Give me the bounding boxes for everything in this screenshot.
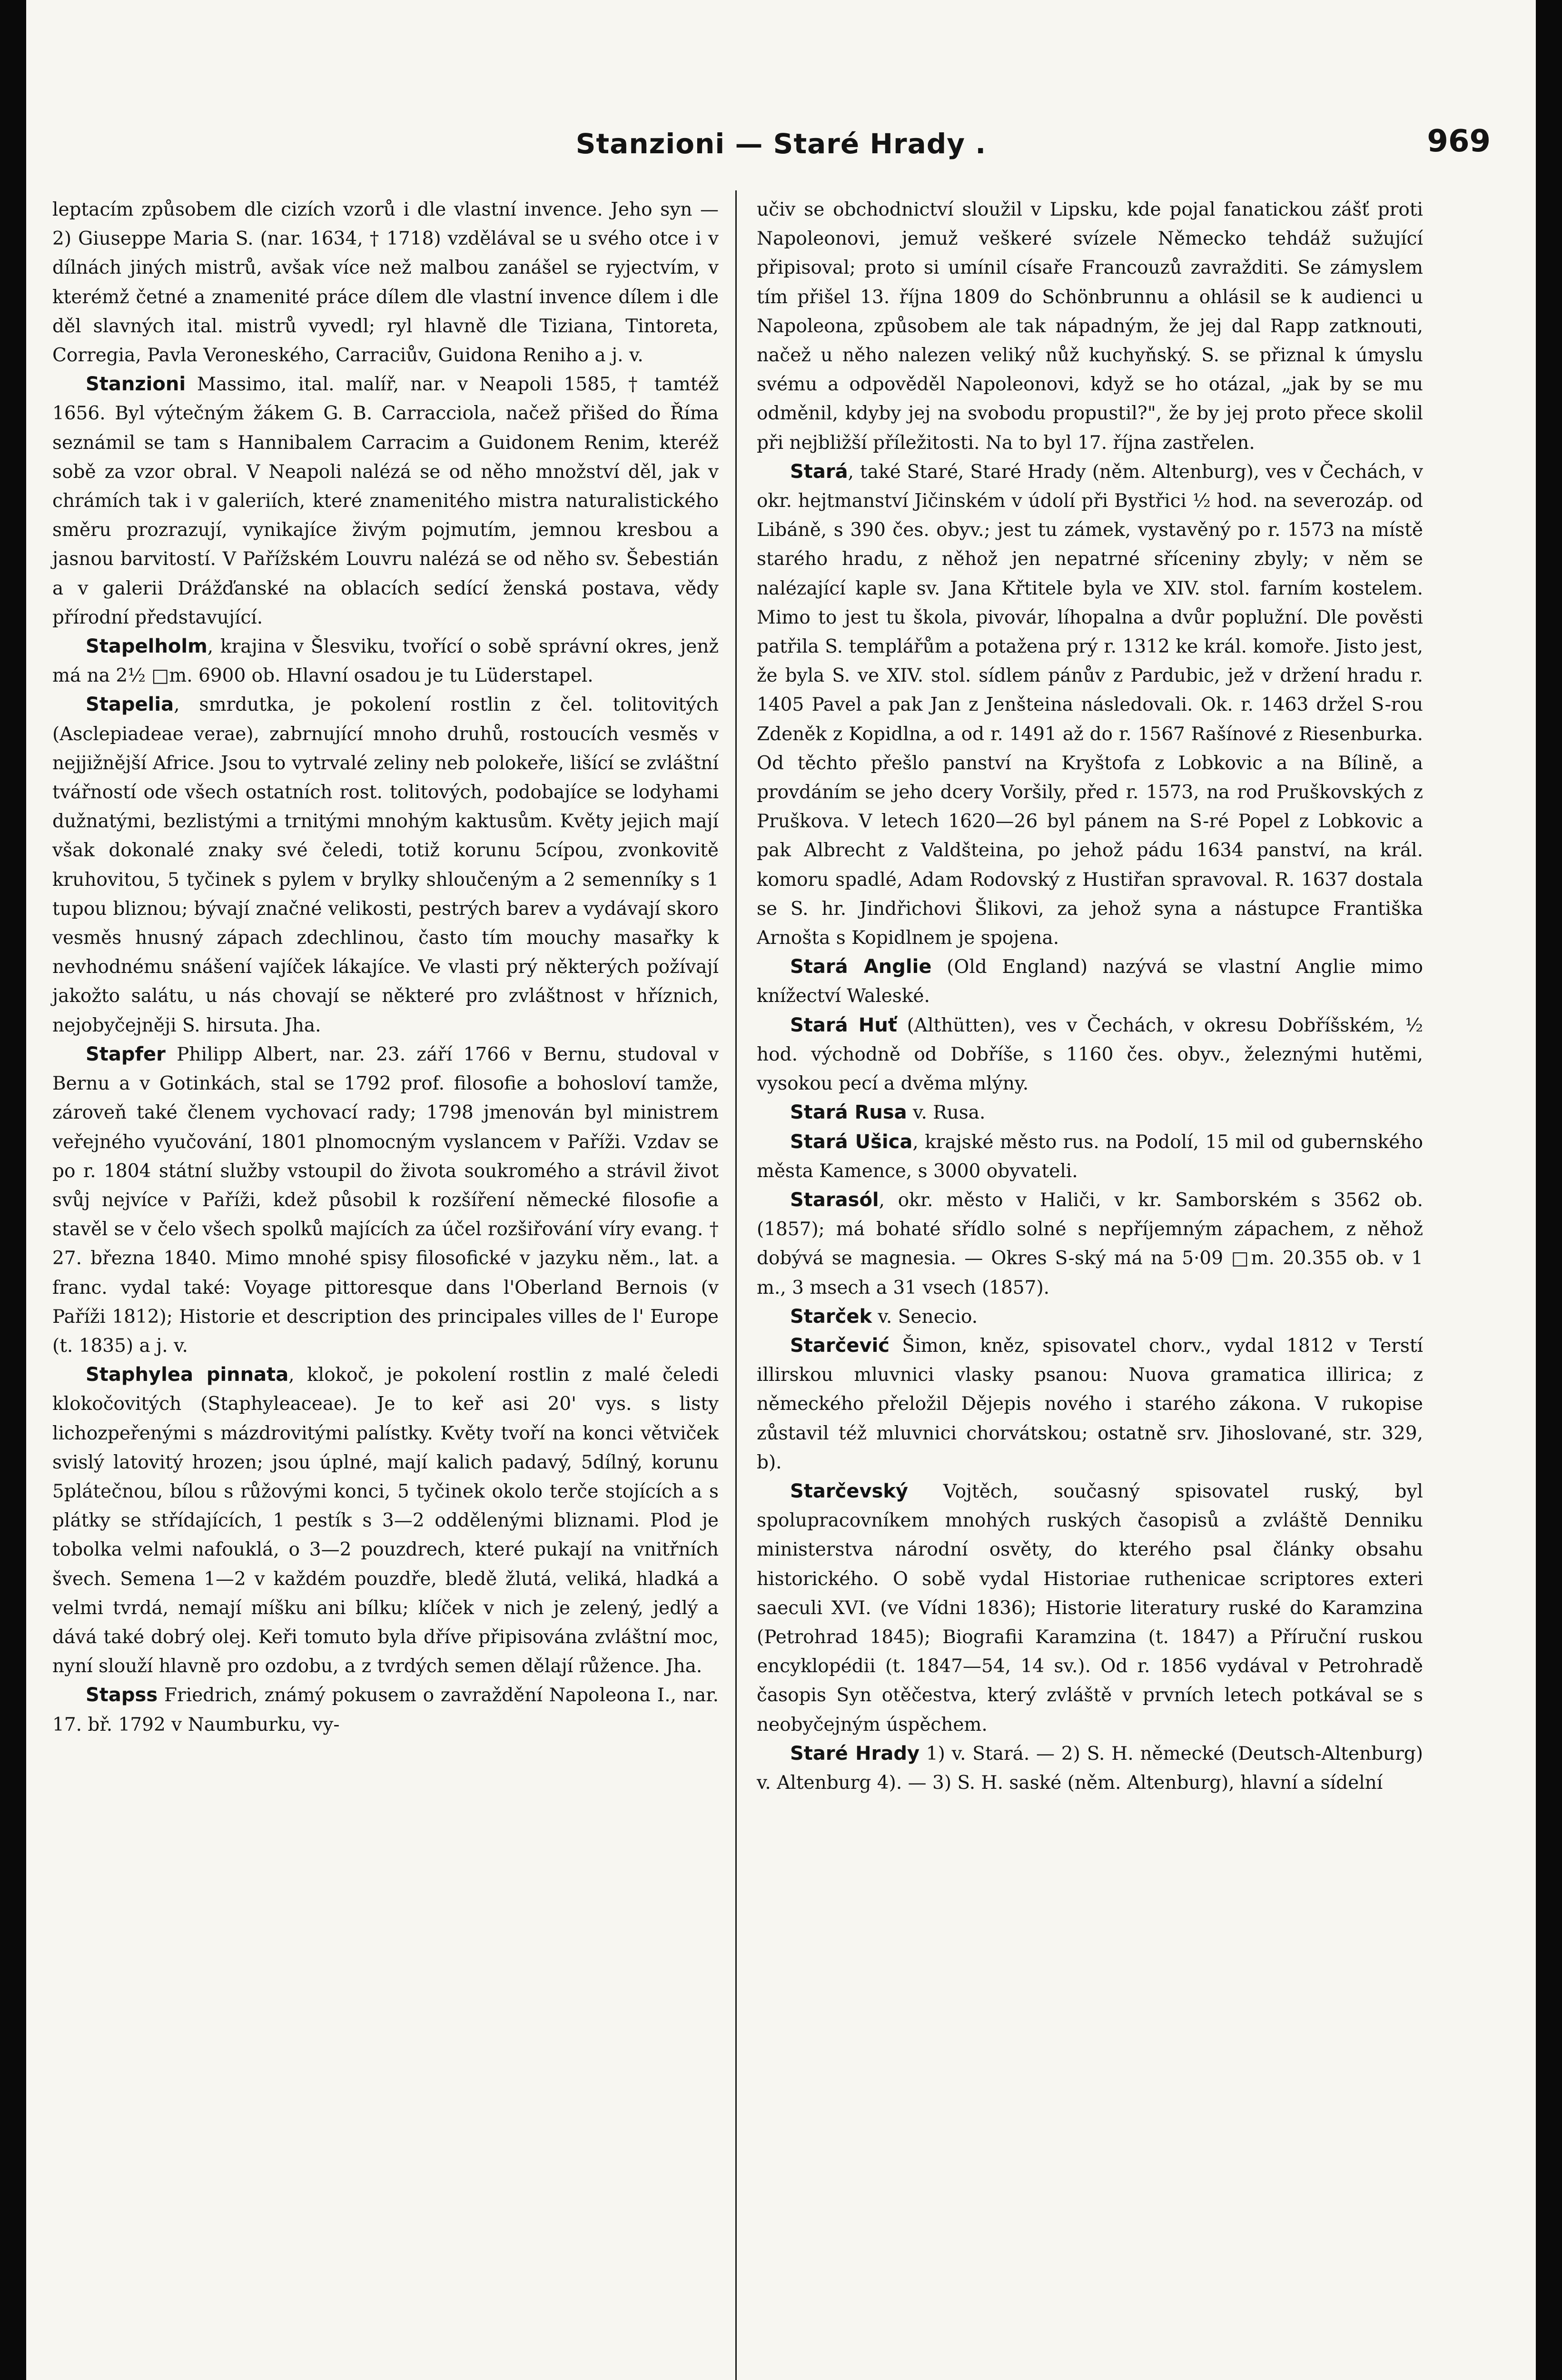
dictionary-entry — [757, 195, 1423, 457]
entry-headword: Staphylea pinnata — [86, 1364, 289, 1386]
dictionary-entry — [52, 195, 719, 370]
entry-headword: Stará Rusa — [790, 1101, 907, 1124]
left-column — [52, 195, 719, 1739]
running-head: Stanzioni — Staré Hrady . — [575, 128, 987, 160]
column-divider — [735, 190, 737, 2380]
dictionary-entry — [757, 1477, 1423, 1739]
dictionary-entry — [757, 1331, 1423, 1477]
dictionary-entry — [52, 1040, 719, 1360]
entry-headword: Stapss — [86, 1684, 158, 1706]
entry-headword: Starček — [790, 1305, 872, 1328]
dictionary-entry — [52, 1360, 719, 1681]
entry-body: Massimo, ital. malíř, nar. v Neapoli 1585, † tamtéž 1656. Byl výtečným žákem G. B. Carracciola, načež přišed do Říma seznámil se tam s Hannibalem Carracim a Guidonem Renim, kteréž sobě za vzor obral. V Neapoli nalézá se od něho množství děl, jak v chrámích tak i v galeriích, které znamenitého mistra naturalistického směru prozrazují, vynikajíce živým pojmutím, jemnou kresbou a jasnou barvitostí. V Pařížském Louvru nalézá se od něho sv. Šebestián a v galerii Drážďanské na oblacích sedící ženská postava, vědy přírodní představující. — [52, 374, 719, 628]
entry-body: v. Senecio. — [872, 1306, 978, 1328]
entry-headword: Stará — [790, 460, 848, 483]
entry-body: Šimon, kněz, spisovatel chorv., vydal 1812 v Terstí illirskou mluvnici vlasky psanou: Nuova gramatica illirica; z německého přeložil Dějepis nového i starého zákona. V rukopise zůstavil též mluvnici chorvátskou; ostatně srv. Jihoslované, str. 329, b). — [757, 1335, 1423, 1473]
dictionary-entry — [757, 952, 1423, 1011]
dictionary-entry — [52, 1681, 719, 1739]
entry-body: v. Rusa. — [907, 1102, 986, 1124]
scan-border-left — [0, 0, 26, 2380]
dictionary-entry — [757, 457, 1423, 952]
dictionary-entry — [757, 1128, 1423, 1186]
entry-body: Philipp Albert, nar. 23. září 1766 v Bernu, studoval v Bernu a v Gotinkách, stal se 1792 prof. filosofie a bohosloví tamže, zároveň také členem vychovací rady; 1798 jmenován byl ministrem veřejného vyučování, 1801 plnomocným vyslancem v Paříži. Vzdav se po r. 1804 státní služby vstoupil do života soukromého a strávil život svůj nejvíce v Paříži, kdež působil k rozšíření německé filosofie a stavěl se v čelo všech spolků majících za účel rozšiřování víry evang. † 27. března 1840. Mimo mnohé spisy filosofické v jazyku něm., lat. a franc. vydal také: Voyage pittoresque dans l'Oberland Bernois (v Paříži 1812); Historie et description des principales villes de l' Europe (t. 1835) a j. v. — [52, 1043, 719, 1357]
dictionary-entry — [757, 1302, 1423, 1331]
entry-headword: Starčevský — [790, 1480, 909, 1502]
entry-headword: Stará Ušica — [790, 1130, 913, 1153]
dictionary-entry — [52, 690, 719, 1040]
page-number: 969 — [1427, 124, 1491, 159]
entry-body: , smrdutka, je pokolení rostlin z čel. tolitovitých (Asclepiadeae verae), zabrnující mnoho druhů, rostoucích vesměs v nejjižnější Africe. Jsou to vytrvalé zeliny neb polokeře, lišící se zvláštní tvářností ode všech ostatních rost. tolitových, podobajíce se lodyhami dužnatými, bezlistými a trnitými mnohým kaktusům. Květy jejich mají však dokonalé znaky své čeledi, totiž korunu 5cípou, zvonkovitě kruhovitou, 5 tyčinek s pylem v brylky shloučeným a 2 semenníky s 1 tupou bliznou; bývají značné velikosti, pestrých barev a vydávají skoro vesměs hnusný zápach zdechlinou, často tím mouchy masařky k nevhodnému snášení vajíček lákajíce. Ve vlasti prý některých požívají jakožto salátu, u nás chovají se některé pro zvláštnost v hříznich, nejobyčejněji S. hirsuta. Jha. — [52, 694, 719, 1036]
page-header — [57, 119, 1505, 171]
entry-body: Vojtěch, současný spisovatel ruský, byl spolupracovníkem mnohých ruských časopisů a zvláště Denniku ministerstva národní osvěty, do kterého psal články obsahu historického. O sobě vydal Historiae ruthenicae scriptores exteri saeculi XVI. (ve Vídni 1836); Historie literatury ruské do Karamzina (Petrohrad 1845); Biografii Karamzina (t. 1847) a Příruční ruskou encyklopédii (t. 1847—54, 14 sv.). Od r. 1856 vydával v Petrohradě časopis Syn otěčestva, který zvláště v prvních letech potkával se s neobyčejným úspěchem. — [757, 1480, 1423, 1735]
entry-body: , krajské město rus. na Podolí, 15 mil od gubernského města Kamence, s 3000 obyvateli. — [757, 1131, 1423, 1182]
entry-headword: Starčević — [790, 1334, 890, 1357]
right-column — [757, 195, 1423, 1797]
entry-headword: Stanzioni — [86, 373, 186, 396]
dictionary-entry — [757, 1739, 1423, 1797]
dictionary-entry — [757, 1186, 1423, 1302]
entry-body: učiv se obchodnictví sloužil v Lipsku, kde pojal fanatickou zášť proti Napoleonovi, jemuž veškeré svízele Německo tehdáž sužující připisoval; proto si umínil císaře Francouzů zavražditi. Se zámyslem tím přišel 13. října 1809 do Schönbrunnu a ohlásil se k audienci u Napoleona, způsobem ale tak nápadným, že jej dal Rapp zatknouti, načež u něho nalezen veliký nůž kuchyňský. S. se přiznal k úmyslu svému a odpověděl Napoleonovi, když se ho otázal, „jak by se mu odměnil, kdyby jej na svobodu propustil?", že by jej proto přece skolil při nejbližší příležitosti. Na to byl 17. října zastřelen. — [757, 199, 1423, 454]
entry-body: , klokoč, je pokolení rostlin z malé čeledi klokočovitých (Staphyleaceae). Je to keř asi 20' vys. s listy lichozpeřenými s mázdrovitými palístky. Květy tvoří na konci větviček svislý latovitý hrozen; jsou úplné, mají kalich padavý, 5dílný, korunu 5plátečnou, bílou s růžovými konci, 5 tyčinek okolo terče stojících a s plátky se střídajících, 1 pestík s 3—2 oddělenými bliznami. Plod je tobolka velmi nafouklá, o 3—2 pouzdrech, které pukají na vnitřních švech. Semena 1—2 v každém pouzdře, bledě žlutá, veliká, hladká a velmi tvrdá, nemají míšku ani bílku; klíček v nich je zelený, jedlý a dává také dobrý olej. Keři tomuto byla dříve připisována zvláštní moc, nyní slouží hlavně pro ozdobu, a z tvrdých semen dělají růžence. Jha. — [52, 1364, 719, 1677]
entry-body: , okr. město v Haliči, v kr. Samborském s 3562 ob. (1857); má bohaté sřídlo solné s nepříjemným zápachem, z něhož dobývá se magnesia. — Okres S-ský má na 5·09 □m. 20.355 ob. v 1 m., 3 msech a 31 vsech (1857). — [757, 1189, 1423, 1299]
scan-border-right — [1536, 0, 1562, 2380]
entry-headword: Stará Anglie — [790, 956, 932, 978]
entry-body: (Old England) nazývá se vlastní Anglie mimo knížectví Waleské. — [757, 956, 1423, 1007]
dictionary-entry — [52, 370, 719, 632]
entry-body: , krajina v Šlesviku, tvořící o sobě správní okres, jenž má na 2½ □m. 6900 ob. Hlavní osadou je tu Lüderstapel. — [52, 636, 719, 687]
entry-headword: Stapelia — [86, 694, 174, 716]
entry-headword: Stará Huť — [790, 1014, 897, 1036]
entry-body: 1) v. Stará. — 2) S. H. německé (Deutsch-Altenburg) v. Altenburg 4). — 3) S. H. saské (něm. Altenburg), hlavní a sídelní — [757, 1743, 1424, 1794]
entry-headword: Staré Hrady — [790, 1742, 920, 1765]
entry-body: leptacím způsobem dle cizích vzorů i dle vlastní invence. Jeho syn — 2) Giuseppe Maria S. (nar. 1634, † 1718) vzdělával se u svého otce i v dílnách jiných mistrů, avšak více než malbou zanášel se ryjectvím, v kterémž četné a znamenité práce dílem dle vlastní invence dílem i dle děl slavných ital. mistrů vyvedl; ryl hlavně dle Tiziana, Tintoreta, Corregia, Pavla Veroneského, Carraciův, Guidona Reniho a j. v. — [52, 199, 719, 367]
entry-body: Friedrich, známý pokusem o zavraždění Napoleona I., nar. 17. bř. 1792 v Naumburku, vy- — [52, 1685, 719, 1735]
entry-headword: Starasól — [790, 1189, 879, 1211]
dictionary-entry — [52, 632, 719, 690]
entry-body: , také Staré, Staré Hrady (něm. Altenburg), ves v Čechách, v okr. hejtmanství Jičinském v údolí při Bystřici ½ hod. na severozáp. od Libáně, s 390 čes. obyv.; jest tu zámek, vystavěný po r. 1573 na místě starého hradu, z něhož jen nepatrné sříceniny zbyly; v něm se nalézající kaple sv. Jana Křtitele byla ve XIV. stol. farním kostelem. Mimo to jest tu škola, pivovár, líhopalna a dvůr poplužní. Dle pověsti patřila S. templářům a potažena prý r. 1312 ke král. komoře. Jisto jest, že byla S. ve XIV. stol. sídlem pánův z Pardubic, jež v držení hradu r. 1405 Pavel a pak Jan z Jenšteina následovali. Ok. r. 1463 držel S-rou Zdeněk z Kopidlna, a od r. 1491 až do r. 1567 Rašínové z Riesenburka. Od těchto přešlo panství na Kryštofa z Lobkovic a na Bílině, a provdáním se jeho dcery Voršily, před r. 1573, na rod Pruškovských z Pruškova. V letech 1620—26 byl pánem na S-ré Popel z Lobkovic a pak Albrecht z Valdšteina, po jehož pádu 1634 panství, na král. komoru spadlé, Adam Rodovský z Hustiřan spravoval. R. 1637 dostala se S. hr. Jindřichovi Šlikovi, za jehož syna a nástupce Františka Arnošta s Kopidlnem je spojena. — [757, 461, 1423, 949]
entry-headword: Stapelholm — [86, 635, 208, 658]
entry-headword: Stapfer — [86, 1043, 166, 1065]
dictionary-entry — [757, 1011, 1423, 1099]
entry-body: (Althütten), ves v Čechách, v okresu Dobříšském, ½ hod. východně od Dobříše, s 1160 čes. obyv., železnými hutěmi, vysokou pecí a dvěma mlýny. — [757, 1014, 1423, 1095]
dictionary-entry — [757, 1098, 1423, 1127]
